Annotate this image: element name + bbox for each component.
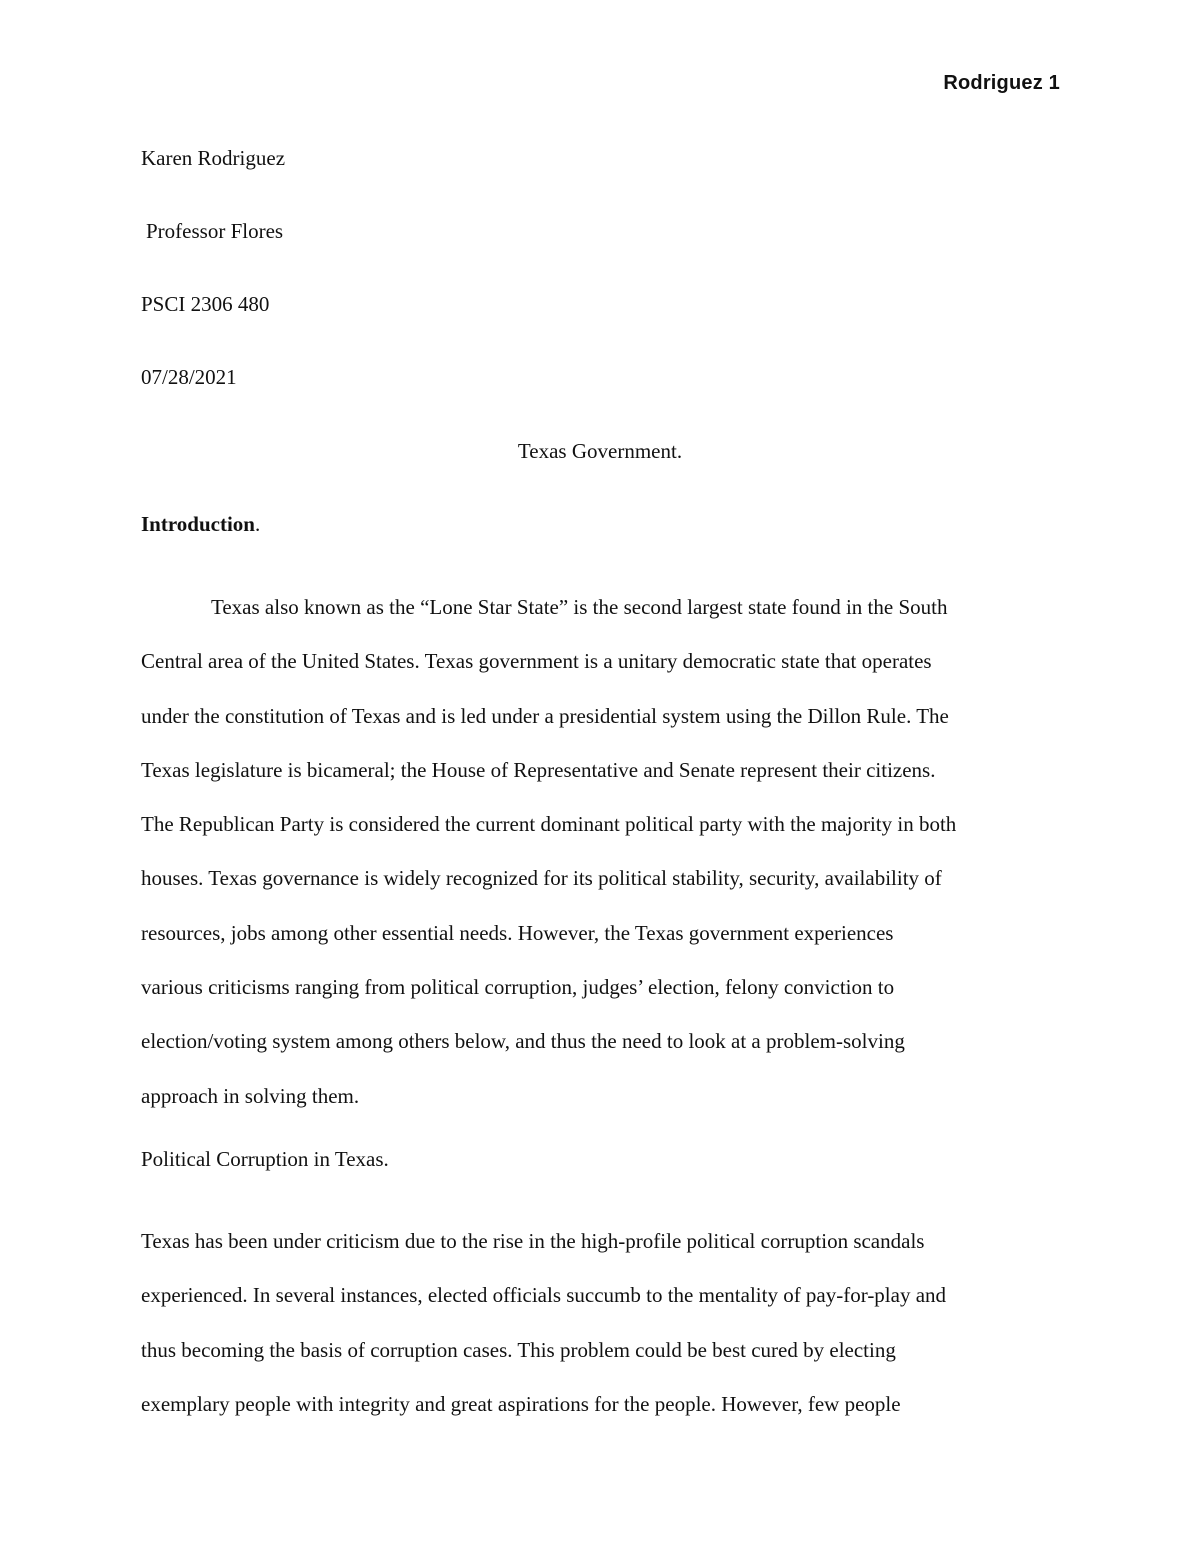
course-code: PSCI 2306 480: [141, 292, 270, 316]
paragraph-line: houses. Texas governance is widely recognized for its political stability, security, availability of: [141, 866, 942, 891]
paragraph-line: resources, jobs among other essential needs. However, the Texas government experiences: [141, 920, 894, 945]
paragraph-line: thus becoming the basis of corruption cases. This problem could be best cured by electing: [141, 1337, 896, 1362]
paragraph-line: various criticisms ranging from political corruption, judges’ election, felony conviction to: [141, 975, 895, 1000]
corruption-section-heading: Political Corruption in Texas.: [141, 1147, 389, 1171]
introduction-paragraph: [141, 580, 1056, 1123]
paragraph-line: The Republican Party is considered the current dominant political party with the majority in both: [141, 812, 957, 837]
professor-name: Professor Flores: [146, 219, 284, 243]
paragraph-line: under the constitution of Texas and is led under a presidential system using the Dillon Rule. The: [141, 703, 949, 728]
paragraph-line: experienced. In several instances, elected officials succumb to the mentality of pay-for-play and: [141, 1283, 947, 1308]
corruption-paragraph: [141, 1214, 1056, 1431]
paragraph-line: Texas has been under criticism due to the rise in the high-profile political corruption scandals: [141, 1229, 925, 1253]
document-title: Texas Government.: [517, 439, 683, 463]
introduction-heading: [141, 506, 260, 542]
running-head: Rodriguez 1: [943, 72, 1060, 94]
introduction-heading-period: .: [254, 512, 261, 536]
mla-heading-block: [141, 140, 1061, 432]
paragraph-line: Texas also known as the “Lone Star State” is the second largest state found in the South: [211, 595, 948, 619]
paragraph-line: Texas legislature is bicameral; the House of Representative and Senate represent their citizens.: [141, 757, 936, 782]
paragraph-line: election/voting system among others below, and thus the need to look at a problem-solving: [141, 1029, 905, 1054]
introduction-heading-text: Introduction: [141, 512, 255, 536]
paragraph-line: exemplary people with integrity and great aspirations for the people. However, few people: [141, 1391, 901, 1416]
paragraph-line: Central area of the United States. Texas government is a unitary democratic state that operates: [141, 649, 932, 674]
paragraph-line: approach in solving them.: [141, 1083, 360, 1108]
date: 07/28/2021: [141, 365, 237, 389]
student-name: Karen Rodriguez: [141, 146, 286, 170]
